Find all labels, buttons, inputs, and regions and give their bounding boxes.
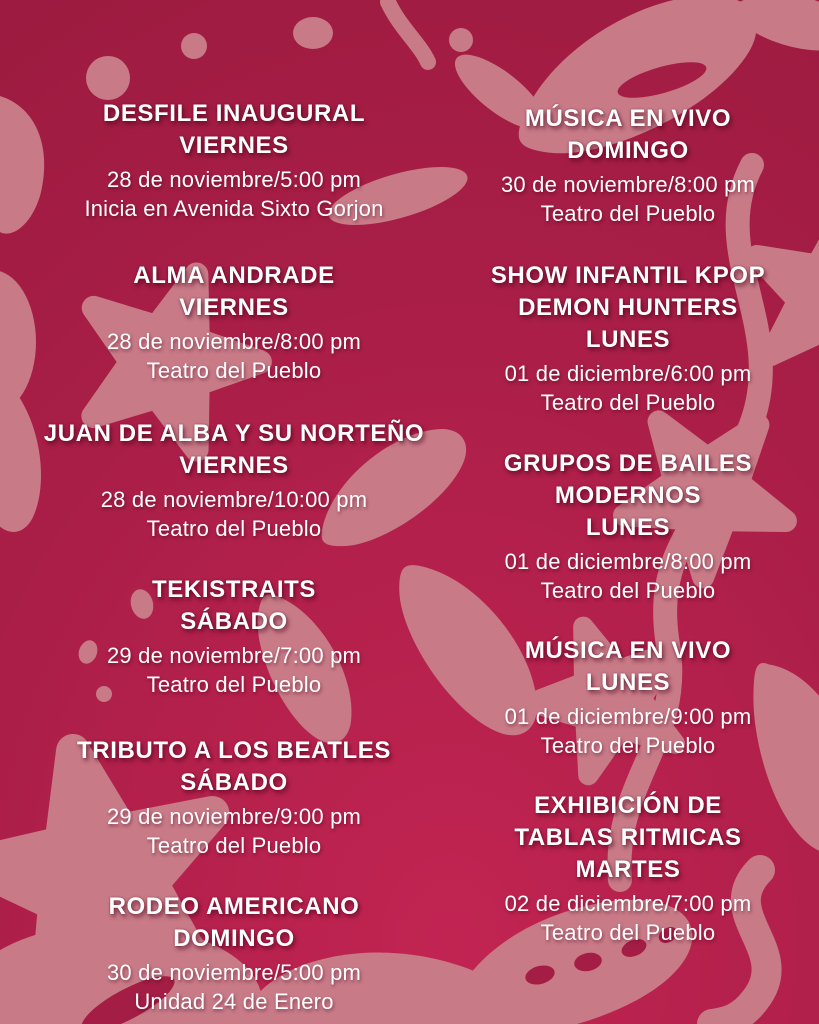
event-venue: Teatro del Pueblo xyxy=(146,833,322,858)
event-title: GRUPOS DE BAILES xyxy=(503,450,753,477)
event-datetime: 28 de noviembre/8:00 pm xyxy=(106,329,362,354)
event-card xyxy=(460,448,796,605)
event-card xyxy=(12,735,456,860)
event-day: VIERNES xyxy=(179,452,289,479)
event-title: TEKISTRAITS xyxy=(152,576,316,603)
event-title: DEMON HUNTERS xyxy=(518,294,738,321)
event-day: SÁBADO xyxy=(180,769,288,796)
event-venue: Inicia en Avenida Sixto Gorjon xyxy=(84,196,384,221)
event-venue: Teatro del Pueblo xyxy=(540,390,716,415)
event-datetime: 30 de noviembre/8:00 pm xyxy=(500,172,756,197)
event-title: SHOW INFANTIL KPOP xyxy=(490,262,766,289)
event-day: LUNES xyxy=(585,326,671,353)
event-datetime: 29 de noviembre/7:00 pm xyxy=(106,643,362,668)
event-title: RODEO AMERICANO xyxy=(108,893,360,920)
event-title: TABLAS RITMICAS xyxy=(514,824,742,851)
event-card xyxy=(460,635,796,760)
event-datetime: 28 de noviembre/10:00 pm xyxy=(100,487,368,512)
event-venue: Teatro del Pueblo xyxy=(146,358,322,383)
event-venue: Teatro del Pueblo xyxy=(146,516,322,541)
event-card xyxy=(12,98,456,223)
event-datetime: 29 de noviembre/9:00 pm xyxy=(106,804,362,829)
event-datetime: 01 de diciembre/6:00 pm xyxy=(504,361,752,386)
event-day: LUNES xyxy=(585,514,671,541)
event-title: DESFILE INAUGURAL xyxy=(102,100,366,127)
event-card xyxy=(12,260,456,385)
event-card xyxy=(460,790,796,947)
event-title: JUAN DE ALBA Y SU NORTEÑO xyxy=(43,420,425,447)
event-day: SÁBADO xyxy=(180,608,288,635)
event-title: MÚSICA EN VIVO xyxy=(524,637,732,664)
event-venue: Teatro del Pueblo xyxy=(540,920,716,945)
event-venue: Teatro del Pueblo xyxy=(540,578,716,603)
event-card xyxy=(12,574,456,699)
event-title: TRIBUTO A LOS BEATLES xyxy=(77,737,391,764)
event-day: VIERNES xyxy=(179,132,289,159)
event-card xyxy=(460,103,796,228)
event-datetime: 01 de diciembre/8:00 pm xyxy=(504,549,752,574)
event-datetime: 30 de noviembre/5:00 pm xyxy=(106,960,362,985)
event-title: EXHIBICIÓN DE xyxy=(534,792,722,819)
event-venue: Teatro del Pueblo xyxy=(146,672,322,697)
event-datetime: 02 de diciembre/7:00 pm xyxy=(504,891,752,916)
event-title: MODERNOS xyxy=(554,482,702,509)
event-title: MÚSICA EN VIVO xyxy=(524,105,732,132)
event-day: VIERNES xyxy=(179,294,289,321)
event-day: LUNES xyxy=(585,669,671,696)
event-card xyxy=(12,418,456,543)
event-title: ALMA ANDRADE xyxy=(133,262,335,289)
event-datetime: 28 de noviembre/5:00 pm xyxy=(106,167,362,192)
event-card xyxy=(12,891,456,1016)
event-day: MARTES xyxy=(575,856,681,883)
event-day: DOMINGO xyxy=(173,925,295,952)
event-venue: Teatro del Pueblo xyxy=(540,201,716,226)
event-venue: Unidad 24 de Enero xyxy=(134,989,334,1014)
event-day: DOMINGO xyxy=(567,137,689,164)
event-datetime: 01 de diciembre/9:00 pm xyxy=(504,704,752,729)
event-card xyxy=(460,260,796,417)
event-venue: Teatro del Pueblo xyxy=(540,733,716,758)
